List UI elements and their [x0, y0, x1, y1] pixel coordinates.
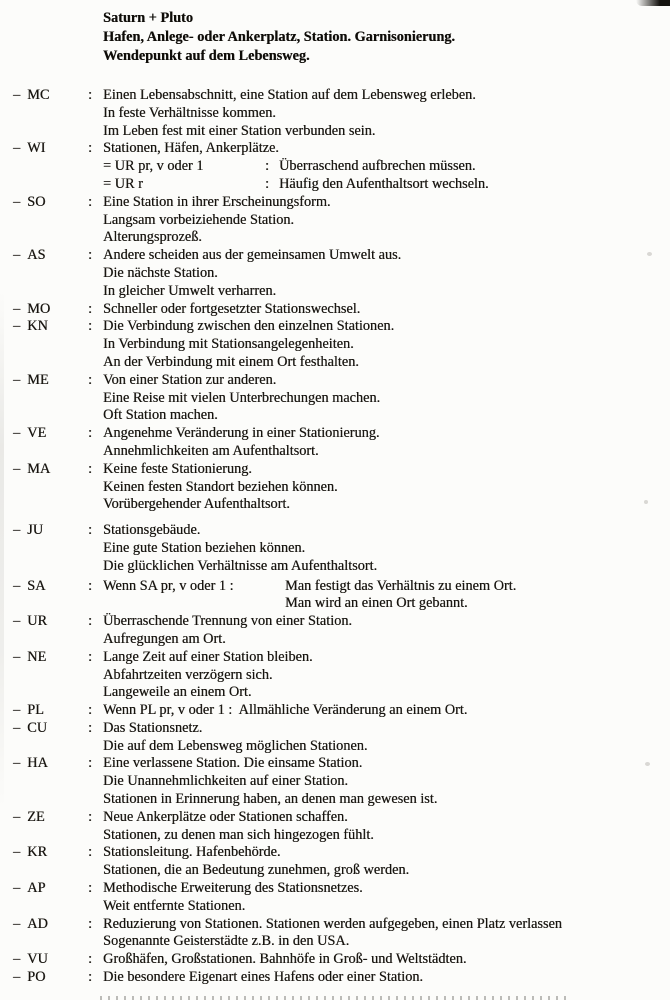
text-line [103, 407, 670, 425]
text-line [103, 684, 670, 702]
text-line [103, 522, 670, 540]
dash-glyph: – [13, 808, 21, 825]
text-line [103, 140, 670, 158]
entry-lines [103, 194, 670, 247]
abbr-label: UR [27, 613, 48, 630]
line-text: Überraschende Trennung von einer Station. [103, 613, 352, 630]
entry-colon: : [88, 613, 92, 630]
scan-bottom-cutoff-artifact [100, 996, 570, 1000]
entry-HA [0, 755, 670, 808]
line-text: Langsam vorbeiziehende Station. [103, 211, 294, 228]
entry-lines [103, 425, 670, 461]
entry-abbr-cell [13, 301, 88, 319]
dash-glyph: – [13, 87, 21, 103]
text-line [103, 461, 670, 479]
text-line [103, 158, 670, 176]
entry-abbr-cell [13, 372, 88, 425]
entry-colon: : [88, 915, 92, 932]
abbr-label: MO [27, 300, 51, 317]
abbr-label: AS [27, 247, 46, 264]
line-text: An der Verbindung mit einem Ort festhalten. [103, 353, 359, 370]
dash-glyph: – [13, 719, 21, 736]
text-line [103, 247, 670, 265]
text-line [103, 844, 670, 862]
entry-abbr-cell [13, 844, 88, 880]
entry-lines [103, 809, 670, 845]
text-line [103, 87, 670, 105]
dash-glyph: – [13, 613, 21, 630]
line-text: Angenehme Veränderung in einer Stationierung. [103, 425, 380, 442]
text-line [103, 631, 670, 649]
text-line [103, 827, 670, 845]
dash-glyph: – [13, 193, 21, 210]
dash-glyph: – [13, 522, 21, 539]
text-line [103, 194, 670, 212]
entry-abbr-cell [13, 87, 88, 140]
entries-list [0, 87, 670, 987]
entry-colon: : [88, 300, 92, 317]
text-line [103, 595, 670, 613]
abbr-label: KR [27, 844, 48, 861]
text-line [103, 613, 670, 631]
line-text: Die Verbindung zwischen den einzelnen Stationen. [103, 318, 395, 335]
abbr-label: MC [27, 87, 50, 103]
entry-lines [103, 755, 670, 808]
line-text: Langeweile an einem Ort. [103, 684, 252, 701]
abbr-label: HA [27, 755, 48, 772]
text-line [103, 540, 670, 558]
abbr-label: VE [27, 425, 47, 442]
line-text: Methodische Erweiterung des Stationsnetzes. [103, 880, 363, 897]
line-text: In Verbindung mit Stationsangelegenheiten. [103, 336, 354, 353]
entry-lines [103, 649, 670, 702]
entry-colon: : [88, 460, 92, 477]
text-line [103, 773, 670, 791]
text-line [103, 951, 670, 969]
abbr-label: MA [27, 460, 51, 477]
entry-lines [103, 844, 670, 880]
entry-ME [0, 372, 670, 425]
entry-AP [0, 880, 670, 916]
dash-glyph: – [13, 969, 21, 986]
line-text: Alterungsprozeß. [103, 229, 202, 246]
line-text: Lange Zeit auf einer Station bleiben. [103, 648, 313, 665]
line-text: Eine Station in ihrer Erscheinungsform. [103, 193, 331, 210]
dash-glyph: – [13, 844, 21, 861]
entry-colon: : [88, 87, 92, 103]
entry-AD [0, 916, 670, 952]
text-line [103, 229, 670, 247]
line-text: Neue Ankerplätze oder Stationen schaffen. [103, 808, 348, 825]
line-text: Reduzierung von Stationen. Stationen werden aufgegeben, einen Platz verlassen [103, 915, 562, 932]
line-text: Annehmlichkeiten am Aufenthaltsort. [103, 442, 319, 459]
line-text: Stationen, Häfen, Ankerplätze. [103, 140, 279, 157]
entry-lines [103, 372, 670, 425]
line-text: Abfahrtzeiten verzögern sich. [103, 666, 273, 683]
dash-glyph: – [13, 702, 21, 719]
line-text: Großhäfen, Großstationen. Bahnhöfe in Groß- und Weltstädten. [103, 951, 467, 968]
line-text: Einen Lebensabschnitt, eine Station auf dem Lebensweg erleben. [103, 87, 476, 103]
abbr-label: AD [27, 915, 48, 932]
scan-corner-artifact [636, 0, 670, 6]
entry-abbr-cell [13, 613, 88, 649]
text-line [103, 755, 670, 773]
entry-abbr-cell [13, 425, 88, 461]
entry-abbr-cell [13, 578, 88, 614]
text-line [103, 649, 670, 667]
line-text: In feste Verhältnisse kommen. [103, 104, 276, 121]
abbr-label: WI [27, 140, 46, 157]
line-text: Wenn PL pr, v oder 1 : Allmähliche Veränderung an einem Ort. [103, 702, 468, 719]
line-text: Eine gute Station beziehen können. [103, 539, 306, 556]
text-line [103, 336, 670, 354]
text-line [103, 880, 670, 898]
entry-abbr-cell [13, 755, 88, 808]
entry-abbr-cell [13, 951, 88, 969]
entry-lines [103, 318, 670, 371]
line-text: Stationsgebäude. [103, 522, 201, 539]
line-text: Stationsleitung. Hafenbehörde. [103, 844, 281, 861]
dash-glyph: – [13, 951, 21, 968]
dash-glyph: – [13, 371, 21, 388]
abbr-label: SA [27, 577, 46, 594]
abbr-label: NE [27, 648, 47, 665]
entry-colon: : [88, 577, 92, 594]
dash-glyph: – [13, 577, 21, 594]
entry-colon: : [88, 247, 92, 264]
header-keywords-line-1: Hafen, Anlege- oder Ankerplatz, Station. Garnisonierung. [103, 29, 456, 45]
line-text: Keine feste Stationierung. [103, 460, 252, 477]
dash-glyph: – [13, 460, 21, 477]
text-line [103, 916, 670, 934]
entry-abbr-cell [13, 916, 88, 952]
text-line [103, 212, 670, 230]
line-text: Das Stationsnetz. [103, 719, 203, 736]
entry-AS [0, 247, 670, 300]
text-line [103, 425, 670, 443]
entry-JU [0, 522, 670, 575]
entry-lines [103, 720, 670, 756]
entry-colon: : [88, 808, 92, 825]
entry-WI [0, 140, 670, 193]
entry-SO [0, 194, 670, 247]
line-text: Man festigt das Verhältnis zu einem Ort. [285, 577, 517, 594]
sub-colon: : [265, 175, 269, 192]
entry-KR [0, 844, 670, 880]
abbr-label: KN [27, 318, 48, 335]
scan-speck [647, 252, 652, 256]
entry-colon: : [88, 719, 92, 736]
entry-colon: : [88, 702, 92, 719]
text-line [103, 667, 670, 685]
line-text: Keinen festen Standort beziehen können. [103, 478, 338, 495]
text-line [103, 898, 670, 916]
entry-VU [0, 951, 670, 969]
text-line [103, 578, 670, 596]
line-text: Die besondere Eigenart eines Hafens oder einer Station. [103, 969, 423, 986]
line-text: Überraschend aufbrechen müssen. [278, 158, 476, 175]
entry-abbr-cell [13, 318, 88, 371]
entry-UR [0, 613, 670, 649]
sub-condition: = UR pr, v oder 1 [103, 158, 204, 175]
text-line [103, 809, 670, 827]
entry-SA [0, 578, 670, 614]
line-text: Oft Station machen. [103, 407, 218, 424]
line-text: Stationen, die an Bedeutung zunehmen, groß werden. [103, 862, 410, 879]
entry-lines [103, 880, 670, 916]
line-text: In gleicher Umwelt verharren. [103, 282, 277, 299]
abbr-label: VU [27, 951, 48, 968]
entry-PL [0, 702, 670, 720]
entry-lines [103, 461, 670, 514]
entry-KN [0, 318, 670, 371]
line-text: Die auf dem Lebensweg möglichen Stationen. [103, 737, 368, 754]
text-line [103, 318, 670, 336]
entry-PO [0, 969, 670, 987]
entry-lines [103, 578, 670, 614]
entry-abbr-cell [13, 702, 88, 720]
entry-abbr-cell [13, 809, 88, 845]
sub-condition: Wenn SA pr, v oder 1 : [103, 577, 234, 594]
text-line [103, 479, 670, 497]
scan-speck [645, 762, 650, 766]
entry-abbr-cell [13, 649, 88, 702]
abbr-label: CU [27, 719, 48, 736]
abbr-label: SO [27, 193, 46, 210]
line-text: Man wird an einen Ort gebannt. [285, 595, 468, 612]
entry-ZE [0, 809, 670, 845]
line-text: Schneller oder fortgesetzter Stationswechsel. [103, 300, 361, 317]
entry-colon: : [88, 193, 92, 210]
line-text: Sogenannte Geisterstädte z.B. in den USA. [103, 933, 350, 950]
text-line [103, 390, 670, 408]
page-header [103, 0, 670, 66]
line-text: Im Leben fest mit einer Station verbunden sein. [103, 122, 376, 139]
entry-lines [103, 87, 670, 140]
entry-abbr-cell [13, 140, 88, 193]
entry-lines [103, 140, 670, 193]
line-text: Eine Reise mit vielen Unterbrechungen machen. [103, 389, 381, 406]
entry-colon: : [88, 951, 92, 968]
dash-glyph: – [13, 755, 21, 772]
entry-lines [103, 247, 670, 300]
text-line [103, 123, 670, 141]
line-text: Stationen, zu denen man sich hingezogen fühlt. [103, 826, 374, 843]
sub-condition: = UR r [103, 175, 143, 192]
entry-MO [0, 301, 670, 319]
dash-glyph: – [13, 648, 21, 665]
line-text: Weit entfernte Stationen. [103, 897, 246, 914]
entry-NE [0, 649, 670, 702]
line-text: Eine verlassene Station. Die einsame Station. [103, 755, 363, 772]
text-line [103, 558, 670, 576]
text-line [103, 265, 670, 283]
entry-abbr-cell [13, 461, 88, 514]
text-line [103, 105, 670, 123]
line-text: Aufregungen am Ort. [103, 630, 226, 647]
abbr-label: PO [27, 969, 46, 986]
line-text: Die Unannehmlichkeiten auf einer Station. [103, 773, 348, 790]
line-text: Andere scheiden aus der gemeinsamen Umwelt aus. [103, 247, 402, 264]
entry-MA [0, 461, 670, 514]
text-line [103, 301, 670, 319]
dash-glyph: – [13, 140, 21, 157]
text-line [103, 176, 670, 194]
text-line [103, 738, 670, 756]
entry-colon: : [88, 371, 92, 388]
entry-lines [103, 969, 670, 987]
entry-lines [103, 916, 670, 952]
dash-glyph: – [13, 318, 21, 335]
entry-lines [103, 522, 670, 575]
entry-colon: : [88, 425, 92, 442]
entry-abbr-cell [13, 194, 88, 247]
scan-speck [644, 500, 648, 504]
line-text: Von einer Station zur anderen. [103, 371, 277, 388]
abbr-label: ZE [27, 808, 45, 825]
text-line [103, 720, 670, 738]
entry-abbr-cell [13, 522, 88, 575]
abbr-label: ME [27, 371, 49, 388]
text-line [103, 862, 670, 880]
dash-glyph: – [13, 300, 21, 317]
dash-glyph: – [13, 880, 21, 897]
line-text: Häufig den Aufenthaltsort wechseln. [278, 175, 489, 192]
line-text: Stationen in Erinnerung haben, an denen man gewesen ist. [103, 791, 438, 808]
entry-colon: : [88, 140, 92, 157]
entry-abbr-cell [13, 720, 88, 756]
entry-colon: : [88, 755, 92, 772]
text-line [103, 283, 670, 301]
entry-VE [0, 425, 670, 461]
entry-colon: : [88, 648, 92, 665]
entry-CU [0, 720, 670, 756]
abbr-label: PL [27, 702, 44, 719]
entry-lines [103, 613, 670, 649]
header-keywords-line-2: Wendepunkt auf dem Lebensweg. [103, 48, 310, 64]
dash-glyph: – [13, 247, 21, 264]
dash-glyph: – [13, 425, 21, 442]
entry-lines [103, 702, 670, 720]
entry-colon: : [88, 844, 92, 861]
header-title: Saturn + Pluto [103, 10, 193, 26]
entry-abbr-cell [13, 247, 88, 300]
text-line [103, 496, 670, 514]
abbr-label: AP [27, 880, 46, 897]
sub-colon: : [265, 158, 269, 175]
entry-MC [0, 87, 670, 140]
dash-glyph: – [13, 915, 21, 932]
entry-colon: : [88, 969, 92, 986]
scan-edge-smudge [0, 290, 4, 810]
text-line [103, 702, 670, 720]
entry-abbr-cell [13, 969, 88, 987]
line-text: Die glücklichen Verhältnisse am Aufenthaltsort. [103, 557, 378, 574]
line-text: Vorübergehender Aufenthaltsort. [103, 496, 290, 513]
abbr-label: JU [27, 522, 44, 539]
entry-abbr-cell [13, 880, 88, 916]
entry-colon: : [88, 318, 92, 335]
text-line [103, 372, 670, 390]
text-line [103, 933, 670, 951]
text-line [103, 443, 670, 461]
text-line [103, 969, 670, 987]
line-text: Die nächste Station. [103, 264, 218, 281]
entry-colon: : [88, 522, 92, 539]
text-line [103, 791, 670, 809]
entry-lines [103, 951, 670, 969]
entry-lines [103, 301, 670, 319]
text-line [103, 354, 670, 372]
entry-colon: : [88, 880, 92, 897]
